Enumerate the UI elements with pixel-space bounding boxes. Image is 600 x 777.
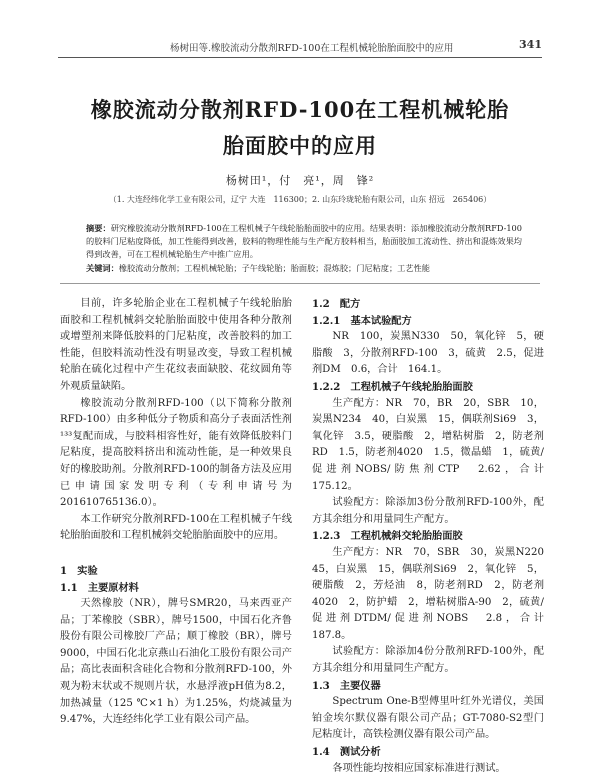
- page-number: 341: [519, 38, 542, 51]
- keywords: [86, 262, 522, 275]
- article-title: [0, 92, 600, 164]
- section-1-2-heading: 1.2 配方: [312, 298, 361, 310]
- bias-production-formula: 生产配方：NR 70，SBR 30，炭黑N220 45，白炭黑 15，偶联剂Si69 2，氧化锌 5，硬脂酸 2，芳烃油 8，防老剂RD 2，防老剂4020 2，防护蜡 2，增粘树脂A-90 2，硫黄/促进剂DTDM/促进剂NOBS 2.8，合计 187.8。: [312, 546, 555, 641]
- abstract-rule: [60, 283, 540, 284]
- keywords-label: 关键词：: [86, 263, 119, 273]
- left-column: [60, 296, 292, 729]
- intro-paragraph-3: 本工作研究分散剂RFD-100在工程机械子午线轮胎胎面胶和工程机械斜交轮胎胎面胶中的应用。: [60, 513, 292, 542]
- section-1-3-heading: 1.3 主要仪器: [312, 679, 381, 692]
- authors: 杨树田¹，付 亮¹，周 锋²: [225, 174, 375, 187]
- bias-trial-formula: 试验配方：除添加4份分散剂RFD-100外，配方其余组分和用量同生产配方。: [312, 646, 544, 675]
- section-1-4-heading: 1.4 测试分析: [312, 746, 381, 759]
- keywords-text: 橡胶流动分散剂；工程机械轮胎；子午线轮胎；胎面胶；混炼胶；门尼粘度；工艺性能: [118, 263, 430, 273]
- materials-paragraph: 天然橡胶（NR），牌号SMR20，马来西亚产品；丁苯橡胶（SBR），牌号1500，中国石化齐鲁股份有限公司橡胶厂产品；顺丁橡胶（BR），牌号9000，中国石化北京燕山石油化工股份有限公司产品；高比表面积含硅化合物和分散剂RFD-100，外观为粉末状或不规则片状，水悬浮液pH值为8.2，加热减量（125 ℃×1 h）为1.25%，灼烧减量为9.47%，大连经纬化学工业有限公司产品。: [60, 598, 292, 726]
- instruments-paragraph: Spectrum One-B型傅里叶红外光谱仪，美国铂金埃尔默仪器有限公司产品；GT-7080-S2型门尼粘度计，高铁检测仪器有限公司产品。: [312, 696, 544, 741]
- basic-formula: NR 100，炭黑N330 50，氧化锌 5，硬脂酸 3，分散剂RFD-100 3，硫黄 2.5，促进剂DM 0.6，合计 164.1。: [312, 331, 544, 376]
- title-line-1: 橡胶流动分散剂RFD-100在工程机械轮胎: [90, 97, 510, 122]
- running-title: 杨树田等.橡胶流动分散剂RFD-100在工程机械轮胎胎面胶中的应用: [170, 43, 454, 54]
- intro-paragraph-2: 橡胶流动分散剂RFD-100（以下简称分散剂RFD-100）由多种低分子物质和高分子表面活性剂¹³³复配而成，与胶料相容性好，能有效降低胶料门尼粘度，提高胶料挤出和流动性能，是一种效果良好的橡胶助剂。分散剂RFD-100的制备方法及应用已申请国家发明专利（专利申请号为201610765136.0）。: [60, 397, 292, 509]
- intro-paragraph-1: 目前，许多轮胎企业在工程机械子午线轮胎胎面胶和工程机械斜交轮胎胎面胶中使用各种分散剂或增塑剂来降低胶料的门尼粘度，改善胶料的加工性能，但胶料流动性没有明显改变，导致工程机械轮胎在硫化过程中产生花纹表面缺胶、花纹圆角等外观质量缺陷。: [60, 298, 292, 392]
- radial-trial-formula: 试验配方：除添加3份分散剂RFD-100外，配方其余组分和用量同生产配方。: [312, 497, 544, 525]
- abstract-label: 摘要：: [86, 223, 111, 233]
- section-1-2-1-heading: 1.2.1 基本试验配方: [312, 314, 412, 327]
- right-column: [312, 296, 555, 777]
- testing-paragraph: 各项性能均按相应国家标准进行测试。: [332, 762, 506, 774]
- section-1-2-2-heading: 1.2.2 工程机械子午线轮胎胎面胶: [312, 380, 473, 393]
- abstract-block: [86, 222, 522, 275]
- header-rule: [58, 57, 542, 58]
- section-1-heading: 1 实验: [60, 564, 98, 577]
- running-head: [58, 38, 542, 54]
- abstract: [86, 222, 522, 261]
- title-line-2: 胎面胶中的应用: [223, 133, 377, 158]
- affiliation: （1. 大连经纬化学工业有限公司，辽宁 大连 116300；2. 山东玲珑轮胎有限公司，山东 招远 265406）: [108, 195, 492, 204]
- radial-production-formula: 生产配方：NR 70，BR 20，SBR 10，炭黑N234 40，白炭黑 15，偶联剂Si69 3，氧化锌 3.5，硬脂酸 2，增粘树脂 2，防老剂RD 1.5，防老剂4020 1.5，微晶蜡 1，硫黄/促进剂NOBS/防焦剂CTP 2.62，合计 175.12。: [312, 397, 555, 492]
- section-1-1-heading: 1.1 主要原材料: [60, 581, 139, 594]
- section-1-2-3-heading: 1.2.3 工程机械斜交轮胎胎面胶: [312, 530, 463, 543]
- abstract-text: 研究橡胶流动分散剂RFD-100在工程机械子午线轮胎胎面胶中的应用。结果表明：添加橡胶流动分散剂RFD-100的胶料门尼粘度降低，加工性能得到改善，胶料的物理性能与生产配方胶料相当，胎面胶加工流动性、挤出和混炼效果均得到改善，可在工程机械轮胎生产中推广应用。: [86, 223, 522, 259]
